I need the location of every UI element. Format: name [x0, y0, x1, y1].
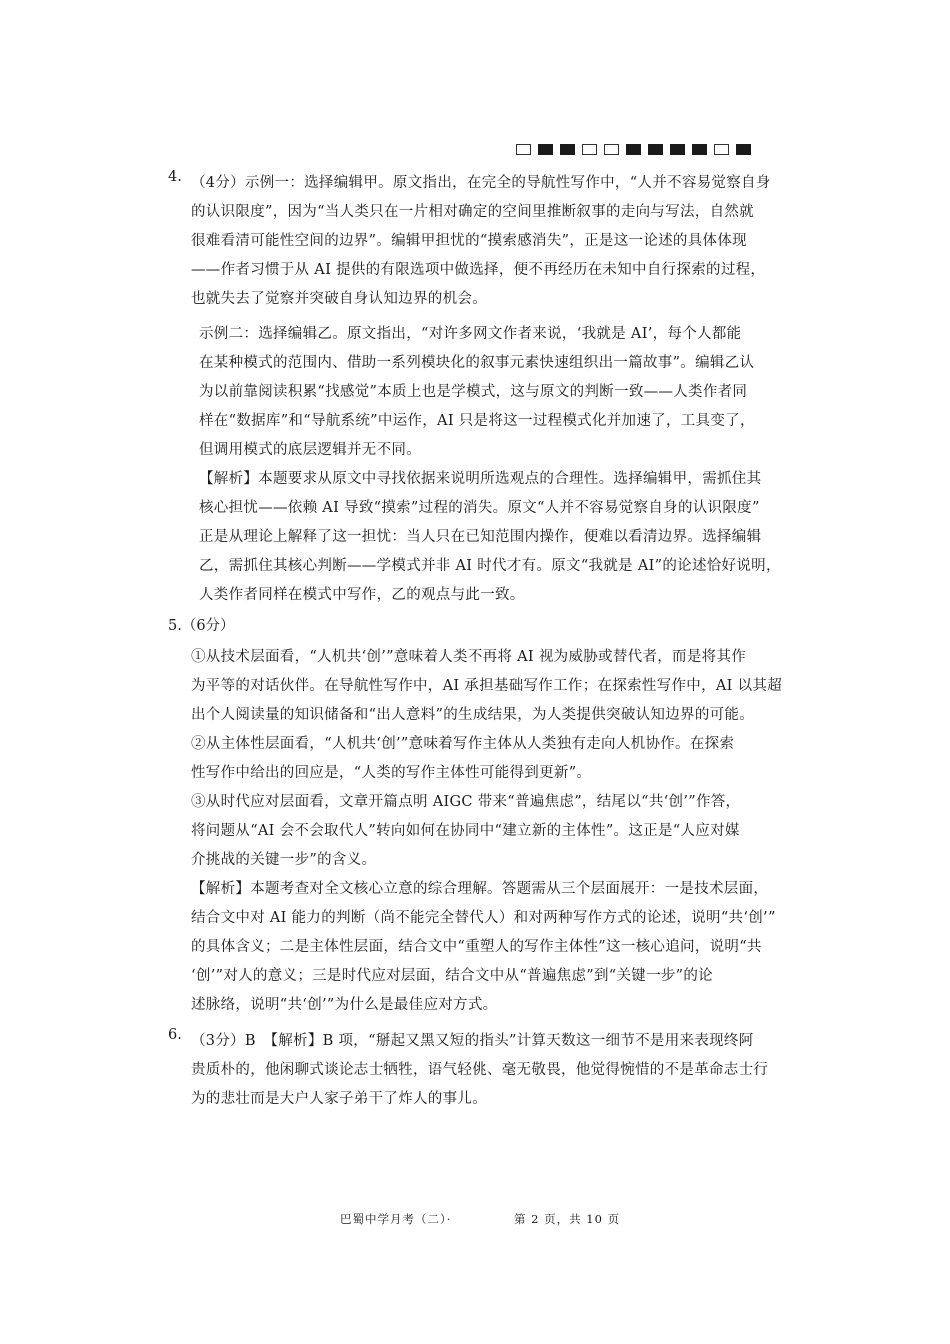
text-line: 性写作中给出的回应是，“人类的写作主体性可能得到更新”。 [191, 765, 592, 781]
text-line: 述脉络，说明“共‘创’”为什么是最佳应对方式。 [191, 997, 498, 1013]
text-line: 很难看清可能性空间的边界”。编辑甲担忧的“摸索感消失”，正是这一论述的具体体现 [191, 233, 747, 249]
text-line: （3分）B 【解析】B 项，“掰起又黑又短的指头”计算天数这一细节不是用来表现终阿 [191, 1033, 754, 1049]
text-line: 人类作者同样在模式中写作，乙的观点与此一致。 [199, 587, 525, 603]
filled-square-mark [670, 144, 685, 155]
empty-square-mark [604, 144, 619, 155]
empty-square-mark [516, 144, 531, 155]
question-6-number: 6. [168, 1027, 182, 1043]
text-line: 结合文中对 AI 能力的判断（尚不能完全替代人）和对两种写作方式的论述，说明“共‘创’” [191, 910, 776, 926]
filled-square-mark [736, 144, 751, 155]
text-line: 示例二：选择编辑乙。原文指出，“对许多网文作者来说，‘我就是 AI’，每个人都能 [199, 326, 742, 342]
question-5-body [191, 643, 782, 1020]
filled-square-mark [560, 144, 575, 155]
text-line: 介挑战的关键一步”的含义。 [191, 852, 377, 868]
filled-square-mark [648, 144, 663, 155]
text-line: 在某种模式的范围内、借助一系列模块化的叙事元素快速组织出一篇故事”。编辑乙认 [199, 355, 755, 371]
question-5-header: 5.（6分） [168, 618, 235, 634]
question-4-analysis [199, 465, 781, 610]
footer-exam-name: 巴蜀中学月考（二）· [340, 1212, 452, 1226]
text-line: 核心担忧——依赖 AI 导致“摸索”过程的消失。原文“人并不容易觉察自身的认识限度” [199, 500, 760, 516]
question-4-example-1 [191, 169, 771, 314]
filled-square-mark [626, 144, 641, 155]
text-line: 【解析】本题考查对全文核心立意的综合理解。答题需从三个层面展开：一是技术层面， [191, 881, 769, 897]
text-line: 为的悲壮而是大户人家子弟干了炸人的事儿。 [191, 1091, 487, 1107]
text-line: 将问题从“AI 会不会取代人”转向如何在协同中“建立新的主体性”。这正是“人应对媒 [191, 823, 740, 839]
text-line: 正是从理论上解释了这一担忧：当人只在已知范围内操作，便难以看清边界。选择编辑 [199, 529, 762, 545]
text-line: 的具体含义；二是主体性层面，结合文中“重塑人的写作主体性”这一核心追问，说明“共 [191, 939, 762, 955]
text-line: 为以前靠阅读积累“找感觉”本质上也是学模式，这与原文的判断一致——人类作者同 [199, 384, 748, 400]
filled-square-mark [538, 144, 553, 155]
question-6-body [191, 1027, 768, 1114]
text-line: 的认识限度”，因为“当人类只在一片相对确定的空间里推断叙事的走向与写法，自然就 [191, 204, 755, 220]
text-line: 为平等的对话伙伴。在导航性写作中，AI 承担基础写作工作；在探索性写作中，AI 以其超 [191, 678, 783, 694]
text-line: 但调用模式的底层逻辑并无不同。 [199, 442, 421, 458]
filled-square-mark [692, 144, 707, 155]
question-4-number: 4. [168, 169, 182, 185]
text-line: 贵质朴的，他闲聊式谈论志士牺牲，语气轻佻、毫无敬畏，他觉得惋惜的不是革命志士行 [191, 1062, 769, 1078]
empty-square-mark [582, 144, 597, 155]
text-line: （4分）示例一：选择编辑甲。原文指出，在完全的导航性写作中，“人并不容易觉察自身 [191, 175, 771, 191]
text-line: ③从时代应对层面看，文章开篇点明 AIGC 带来“普遍焦虑”，结尾以“共‘创’”作答， [191, 794, 741, 810]
text-line: ‘创’”对人的意义；三是时代应对层面，结合文中从“普遍焦虑”到“关键一步”的论 [191, 968, 713, 984]
empty-square-mark [714, 144, 729, 155]
footer-page-number: 第 2 页，共 10 页 [514, 1212, 621, 1226]
text-line: ②从主体性层面看，“人机共‘创’”意味着写作主体从人类独有走向人机协作。在探索 [191, 736, 735, 752]
text-line: 乙，需抓住其核心判断——学模式并非 AI 时代才有。原文“我就是 AI”的论述恰好说明， [199, 558, 781, 574]
header-marks [516, 144, 751, 155]
question-4-example-2 [199, 320, 755, 465]
text-line: ——作者习惯于从 AI 提供的有限选项中做选择，便不再经历在未知中自行探索的过程， [191, 262, 766, 278]
text-line: 出个人阅读量的知识储备和“出人意料”的生成结果，为人类提供突破认知边界的可能。 [191, 707, 755, 723]
text-line: ①从技术层面看，“人机共‘创’”意味着人类不再将 AI 视为威胁或替代者，而是将其作 [191, 649, 747, 665]
text-line: 【解析】本题要求从原文中寻找依据来说明所选观点的合理性。选择编辑甲，需抓住其 [199, 471, 762, 487]
text-line: 样在“数据库”和“导航系统”中运作，AI 只是将这一过程模式化并加速了，工具变了， [199, 413, 755, 429]
text-line: 也就失去了觉察并突破自身认知边界的机会。 [191, 291, 487, 307]
